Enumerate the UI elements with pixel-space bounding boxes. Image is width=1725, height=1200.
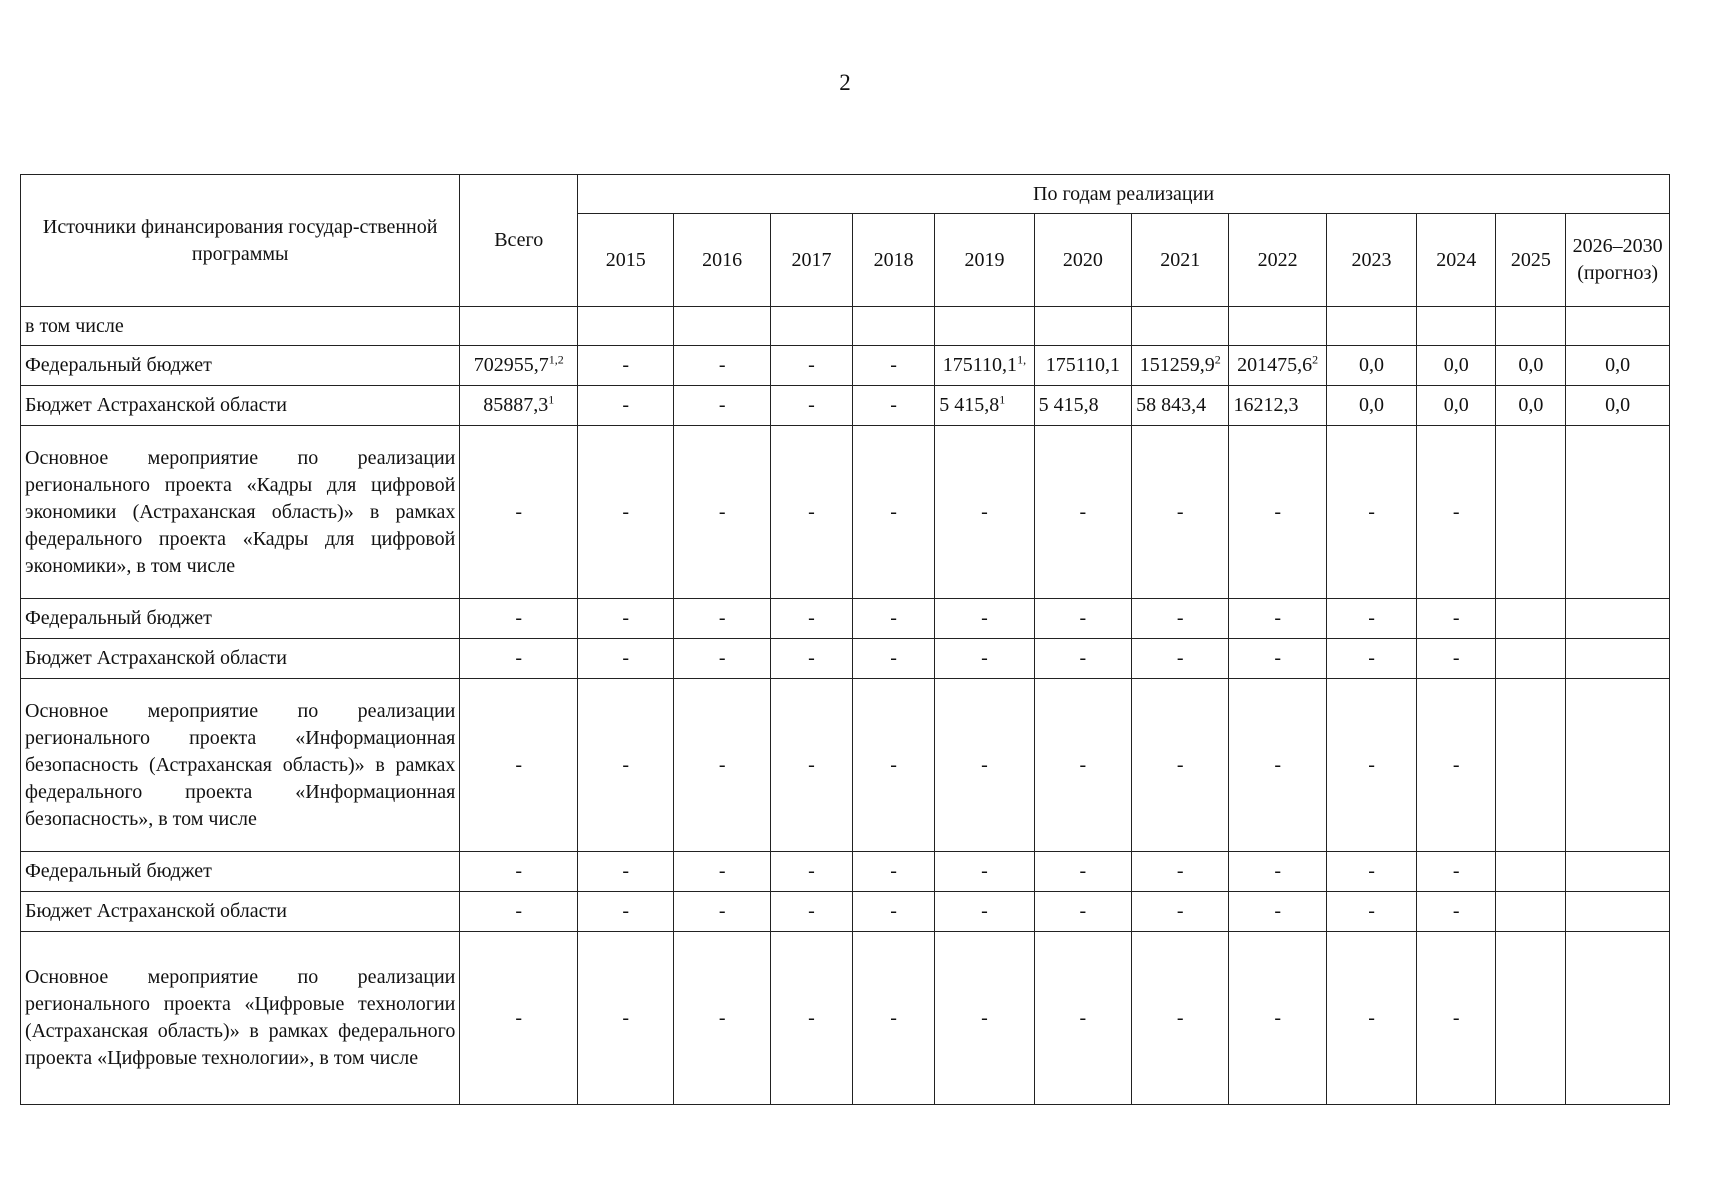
- year-value-cell: [1417, 679, 1496, 852]
- year-value: -: [808, 1006, 815, 1029]
- year-value-cell: [674, 599, 770, 639]
- year-value: -: [1452, 860, 1460, 882]
- year-value: -: [1368, 753, 1375, 776]
- year-value-cell: [770, 599, 852, 639]
- year-value-cell: [1326, 852, 1416, 892]
- year-value: -: [1274, 900, 1281, 922]
- year-value-cell: [1132, 386, 1229, 426]
- year-value-cell: [578, 639, 674, 679]
- year-value: -: [1368, 607, 1375, 629]
- year-value: -: [1452, 500, 1460, 523]
- footnote-mark: 2: [1214, 352, 1221, 367]
- year-value-cell: [1496, 599, 1566, 639]
- year-value: 5 415,8: [1038, 394, 1099, 416]
- year-value-cell: [674, 679, 770, 852]
- year-value: -: [981, 753, 988, 776]
- year-value-cell: [1326, 639, 1416, 679]
- year-value: -: [718, 647, 726, 669]
- year-value-cell: [1132, 679, 1229, 852]
- year-value-cell: [1417, 599, 1496, 639]
- year-value-cell: [1132, 599, 1229, 639]
- year-value: -: [718, 900, 726, 922]
- table-row: [21, 932, 1670, 1105]
- year-value-cell: [1132, 307, 1229, 346]
- year-value: 151259,9: [1139, 354, 1215, 376]
- year-value: -: [890, 860, 897, 882]
- year-value: -: [718, 607, 726, 629]
- row-total: [460, 386, 578, 426]
- year-value: 58 843,4: [1136, 394, 1207, 416]
- year-value-cell: [1417, 307, 1496, 346]
- year-value-cell: [1132, 852, 1229, 892]
- header-year: 2020: [1034, 214, 1131, 307]
- year-value: -: [1274, 607, 1281, 629]
- year-value-cell: [1034, 599, 1131, 639]
- row-label: Федеральный бюджет: [21, 599, 460, 639]
- year-value: -: [1079, 647, 1087, 669]
- year-value-cell: [1034, 932, 1131, 1105]
- year-value-cell: [1034, 639, 1131, 679]
- year-value: -: [890, 753, 897, 776]
- header-year: 2026–2030 (прогноз): [1566, 214, 1670, 307]
- year-value-cell: [1326, 679, 1416, 852]
- table-row: [21, 599, 1670, 639]
- year-value: -: [1079, 753, 1087, 776]
- table-row: [21, 892, 1670, 932]
- year-value-cell: [770, 852, 852, 892]
- year-value: -: [1452, 607, 1460, 629]
- year-value-cell: [1417, 426, 1496, 599]
- header-source: Источники финансирования государ-ственной программы: [21, 175, 460, 307]
- year-value-cell: [853, 932, 935, 1105]
- row-total: [460, 599, 578, 639]
- year-value: 0,0: [1518, 354, 1544, 376]
- year-value-cell: [1417, 932, 1496, 1105]
- year-value: -: [808, 900, 815, 922]
- year-value-cell: [1496, 852, 1566, 892]
- year-value-cell: [935, 386, 1034, 426]
- year-value-cell: [1496, 386, 1566, 426]
- year-value-cell: [674, 639, 770, 679]
- year-value: -: [1274, 647, 1281, 669]
- footnote-mark: 1,: [1017, 352, 1027, 367]
- year-value-cell: [853, 892, 935, 932]
- row-total: [460, 426, 578, 599]
- year-value-cell: [674, 892, 770, 932]
- year-value-cell: [1417, 892, 1496, 932]
- year-value: 0,0: [1443, 394, 1469, 416]
- header-total: Всего: [460, 175, 578, 307]
- year-value-cell: [1326, 386, 1416, 426]
- header-year: 2017: [770, 214, 852, 307]
- year-value-cell: [1034, 852, 1131, 892]
- year-value-cell: [1326, 892, 1416, 932]
- year-value-cell: [1566, 679, 1670, 852]
- year-value: -: [981, 647, 988, 669]
- year-value-cell: [935, 599, 1034, 639]
- year-value-cell: [1326, 346, 1416, 386]
- year-value-cell: [1566, 307, 1670, 346]
- row-total-value: -: [515, 607, 523, 629]
- year-value-cell: [935, 346, 1034, 386]
- year-value-cell: [1566, 386, 1670, 426]
- year-value-cell: [770, 932, 852, 1105]
- year-value-cell: [935, 679, 1034, 852]
- year-value-cell: [1417, 386, 1496, 426]
- year-value: -: [981, 900, 988, 922]
- year-value-cell: [853, 639, 935, 679]
- row-total: [460, 679, 578, 852]
- year-value: -: [808, 354, 815, 376]
- year-value-cell: [935, 307, 1034, 346]
- year-value-cell: [935, 932, 1034, 1105]
- year-value-cell: [1229, 932, 1326, 1105]
- row-total-value: -: [515, 900, 523, 922]
- year-value: -: [622, 500, 630, 523]
- year-value-cell: [578, 852, 674, 892]
- row-total-value: 85887,3: [483, 394, 549, 416]
- year-value: -: [1368, 1006, 1375, 1029]
- row-label: в том числе: [21, 307, 460, 346]
- year-value-cell: [578, 599, 674, 639]
- year-value: 0,0: [1605, 394, 1631, 416]
- row-label: Бюджет Астраханской области: [21, 386, 460, 426]
- row-total: [460, 892, 578, 932]
- year-value: -: [1176, 1006, 1184, 1029]
- table-row: [21, 852, 1670, 892]
- header-by-years: По годам реализации: [578, 175, 1670, 214]
- year-value: -: [718, 354, 726, 376]
- footnote-mark: 1: [548, 392, 555, 407]
- year-value-cell: [1496, 932, 1566, 1105]
- year-value: 175110,1: [942, 354, 1018, 376]
- year-value-cell: [1132, 346, 1229, 386]
- year-value: -: [1274, 500, 1281, 523]
- year-value-cell: [1326, 599, 1416, 639]
- year-value-cell: [674, 852, 770, 892]
- row-total-value: -: [515, 500, 523, 523]
- year-value-cell: [1132, 892, 1229, 932]
- table-row: [21, 679, 1670, 852]
- header-year: 2024: [1417, 214, 1496, 307]
- row-total-value: -: [515, 1006, 523, 1029]
- year-value-cell: [674, 346, 770, 386]
- year-value: -: [890, 607, 897, 629]
- row-total: [460, 639, 578, 679]
- year-value-cell: [674, 307, 770, 346]
- year-value: -: [1176, 860, 1184, 882]
- year-value: 0,0: [1518, 394, 1544, 416]
- row-total: [460, 852, 578, 892]
- year-value-cell: [674, 932, 770, 1105]
- year-value: -: [1079, 607, 1087, 629]
- year-value: -: [1176, 607, 1184, 629]
- year-value-cell: [770, 386, 852, 426]
- row-total: [460, 932, 578, 1105]
- header-year: 2016: [674, 214, 770, 307]
- header-year: 2025: [1496, 214, 1566, 307]
- year-value: -: [622, 354, 630, 376]
- year-value-cell: [1566, 932, 1670, 1105]
- year-value-cell: [578, 426, 674, 599]
- year-value-cell: [578, 346, 674, 386]
- year-value: 0,0: [1605, 354, 1631, 376]
- header-row-1: [21, 175, 1670, 214]
- year-value-cell: [674, 426, 770, 599]
- year-value: -: [1368, 500, 1375, 523]
- page-number: 2: [839, 70, 851, 95]
- year-value: -: [1176, 500, 1184, 523]
- year-value: -: [718, 1006, 726, 1029]
- year-value-cell: [853, 852, 935, 892]
- year-value: -: [1176, 900, 1184, 922]
- year-value: -: [1452, 900, 1460, 922]
- year-value: -: [808, 647, 815, 669]
- year-value: -: [890, 500, 897, 523]
- footnote-mark: 1: [999, 392, 1006, 407]
- year-value-cell: [1566, 852, 1670, 892]
- year-value-cell: [853, 346, 935, 386]
- year-value: -: [890, 1006, 897, 1029]
- row-label: Бюджет Астраханской области: [21, 639, 460, 679]
- year-value: 5 415,8: [939, 394, 1000, 416]
- year-value: -: [718, 500, 726, 523]
- year-value-cell: [853, 386, 935, 426]
- table-row: [21, 307, 1670, 346]
- row-total-value: -: [515, 753, 523, 776]
- year-value-cell: [1229, 852, 1326, 892]
- year-value-cell: [1034, 426, 1131, 599]
- year-value-cell: [1034, 679, 1131, 852]
- year-value-cell: [1496, 679, 1566, 852]
- year-value-cell: [1566, 639, 1670, 679]
- row-total-value: -: [515, 860, 523, 882]
- year-value-cell: [1132, 639, 1229, 679]
- year-value: -: [808, 860, 815, 882]
- year-value: -: [890, 394, 897, 416]
- year-value-cell: [1566, 426, 1670, 599]
- year-value-cell: [935, 892, 1034, 932]
- row-total: [460, 307, 578, 346]
- row-label: Федеральный бюджет: [21, 346, 460, 386]
- year-value-cell: [770, 679, 852, 852]
- year-value: -: [1452, 647, 1460, 669]
- year-value: -: [1079, 900, 1087, 922]
- year-value-cell: [578, 892, 674, 932]
- year-value: -: [1274, 753, 1281, 776]
- year-value-cell: [853, 426, 935, 599]
- header-year: 2019: [935, 214, 1034, 307]
- year-value: -: [808, 500, 815, 523]
- year-value: -: [890, 647, 897, 669]
- year-value-cell: [1132, 932, 1229, 1105]
- year-value-cell: [578, 307, 674, 346]
- year-value-cell: [853, 307, 935, 346]
- year-value-cell: [1566, 599, 1670, 639]
- year-value: -: [1368, 647, 1375, 669]
- year-value-cell: [853, 599, 935, 639]
- year-value: -: [1368, 860, 1375, 882]
- header-year: 2015: [578, 214, 674, 307]
- year-value: -: [718, 860, 726, 882]
- table-row: [21, 386, 1670, 426]
- year-value-cell: [1326, 307, 1416, 346]
- year-value: -: [981, 500, 988, 523]
- financing-table: [20, 174, 1670, 1105]
- year-value: -: [622, 647, 630, 669]
- year-value-cell: [1417, 852, 1496, 892]
- year-value-cell: [1417, 639, 1496, 679]
- year-value: -: [1274, 1006, 1281, 1029]
- year-value-cell: [935, 426, 1034, 599]
- year-value-cell: [1229, 346, 1326, 386]
- year-value: -: [622, 753, 630, 776]
- year-value: -: [981, 1006, 988, 1029]
- year-value-cell: [1034, 892, 1131, 932]
- year-value-cell: [1496, 346, 1566, 386]
- year-value-cell: [1566, 892, 1670, 932]
- year-value: -: [622, 860, 630, 882]
- year-value: -: [1079, 860, 1087, 882]
- year-value-cell: [770, 307, 852, 346]
- header-year: 2018: [853, 214, 935, 307]
- year-value: -: [1176, 753, 1184, 776]
- year-value: -: [808, 607, 815, 629]
- year-value: -: [622, 900, 630, 922]
- year-value-cell: [578, 679, 674, 852]
- year-value: -: [808, 753, 815, 776]
- year-value-cell: [1229, 307, 1326, 346]
- table-row: [21, 639, 1670, 679]
- year-value-cell: [853, 679, 935, 852]
- row-total-value: -: [515, 647, 523, 669]
- year-value: -: [718, 394, 726, 416]
- year-value-cell: [1326, 932, 1416, 1105]
- table-row: [21, 426, 1670, 599]
- footnote-mark: 2: [1312, 352, 1319, 367]
- year-value: -: [1176, 647, 1184, 669]
- row-label: Федеральный бюджет: [21, 852, 460, 892]
- year-value: -: [1079, 500, 1087, 523]
- year-value-cell: [1566, 346, 1670, 386]
- year-value-cell: [770, 639, 852, 679]
- year-value: -: [622, 394, 630, 416]
- year-value: -: [622, 1006, 630, 1029]
- year-value-cell: [578, 386, 674, 426]
- row-total-value: 702955,7: [473, 354, 549, 376]
- header-year: 2022: [1229, 214, 1326, 307]
- year-value: -: [890, 354, 897, 376]
- table-row: [21, 346, 1670, 386]
- year-value-cell: [1034, 346, 1131, 386]
- year-value: 0,0: [1443, 354, 1469, 376]
- row-label: Основное мероприятие по реализации регионального проекта «Цифровые технологии (Астраханская область)» в рамках федерального проекта «Цифровые технологии», в том числе: [21, 932, 460, 1105]
- year-value-cell: [1229, 639, 1326, 679]
- year-value-cell: [1229, 599, 1326, 639]
- year-value: 201475,6: [1237, 354, 1313, 376]
- year-value: -: [1452, 1006, 1460, 1029]
- year-value: -: [718, 753, 726, 776]
- row-label: Бюджет Астраханской области: [21, 892, 460, 932]
- year-value-cell: [1496, 426, 1566, 599]
- year-value: 0,0: [1359, 354, 1385, 376]
- year-value-cell: [770, 426, 852, 599]
- year-value: -: [981, 860, 988, 882]
- year-value: 16212,3: [1233, 394, 1299, 416]
- year-value-cell: [674, 386, 770, 426]
- year-value: -: [1274, 860, 1281, 882]
- year-value: -: [1452, 753, 1460, 776]
- year-value: 0,0: [1359, 394, 1385, 416]
- year-value-cell: [935, 639, 1034, 679]
- year-value-cell: [770, 346, 852, 386]
- header-year: 2021: [1132, 214, 1229, 307]
- footnote-mark: 1,2: [548, 352, 564, 367]
- row-total: [460, 346, 578, 386]
- row-label: Основное мероприятие по реализации регионального проекта «Информационная безопасность (Астраханская область)» в рамках федерального проекта «Информационная безопасность», в том числе: [21, 679, 460, 852]
- year-value: -: [622, 607, 630, 629]
- year-value-cell: [1326, 426, 1416, 599]
- year-value-cell: [1132, 426, 1229, 599]
- year-value-cell: [1496, 307, 1566, 346]
- year-value: 175110,1: [1045, 354, 1120, 376]
- year-value-cell: [1229, 679, 1326, 852]
- year-value-cell: [578, 932, 674, 1105]
- year-value-cell: [935, 852, 1034, 892]
- year-value-cell: [1417, 346, 1496, 386]
- year-value-cell: [1496, 639, 1566, 679]
- year-value: -: [890, 900, 897, 922]
- year-value: -: [981, 607, 988, 629]
- year-value-cell: [1229, 386, 1326, 426]
- year-value-cell: [1229, 892, 1326, 932]
- year-value: -: [808, 394, 815, 416]
- row-label: Основное мероприятие по реализации регионального проекта «Кадры для цифровой экономики (Астраханская область)» в рамках федерального проекта «Кадры для цифровой экономики», в том числе: [21, 426, 460, 599]
- year-value-cell: [1496, 892, 1566, 932]
- year-value-cell: [1034, 386, 1131, 426]
- year-value-cell: [1229, 426, 1326, 599]
- year-value: -: [1079, 1006, 1087, 1029]
- year-value-cell: [1034, 307, 1131, 346]
- header-year: 2023: [1326, 214, 1416, 307]
- year-value-cell: [770, 892, 852, 932]
- year-value: -: [1368, 900, 1375, 922]
